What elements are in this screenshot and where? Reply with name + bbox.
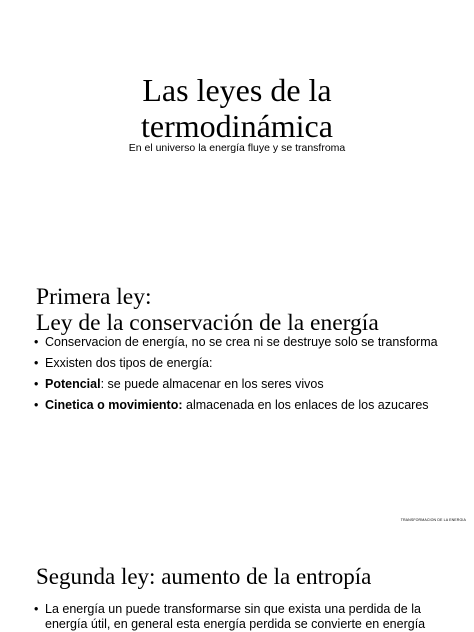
bullet-text: almacenada en los enlaces de los azucares: [182, 398, 429, 412]
slide-primera-ley: [0, 262, 474, 530]
bullet-dot: •: [34, 335, 39, 349]
bullet-dot: •: [34, 602, 39, 616]
bullet-bold-term: Potencial: [45, 377, 101, 391]
slide-title: [0, 0, 474, 262]
bullet-item: [34, 332, 438, 353]
slide-segunda-ley: [0, 530, 474, 632]
presentation-title: [0, 72, 474, 144]
bullet-item: [34, 374, 438, 395]
bullet-dot: •: [34, 398, 39, 412]
bullet-item: [34, 395, 438, 416]
title-line-1: Las leyes de la: [142, 72, 332, 108]
image-caption: TRANSFORMACION DE LA ENERGIA: [400, 518, 466, 522]
bullet-list: [34, 602, 435, 632]
bullet-text: : se puede almacenar en los seres vivos: [100, 377, 324, 391]
heading-line-1: Primera ley:: [36, 284, 152, 310]
bullet-item: [34, 602, 435, 632]
bullet-item: [34, 353, 438, 374]
bullet-text: Exxisten dos tipos de energía:: [45, 356, 213, 370]
bullet-text: La energía un puede transformarse sin que exista una perdida de la energía útil, en general esta energía perdida se convierte en energía: [45, 602, 426, 631]
presentation-subtitle: En el universo la energía fluye y se transfroma: [128, 142, 346, 154]
bullet-text: Conservacion de energía, no se crea ni se destruye solo se transforma: [45, 335, 438, 349]
bullet-bold-term: Cinetica o movimiento:: [45, 398, 183, 412]
slide-heading: Segunda ley: aumento de la entropía: [36, 564, 372, 589]
title-line-2: termodinámica: [141, 108, 333, 144]
bullet-list: [34, 332, 438, 416]
heading-line-2: Ley de la conservación de la energía: [36, 310, 379, 336]
slide-heading: [36, 284, 379, 336]
bullet-dot: •: [34, 377, 39, 391]
bullet-dot: •: [34, 356, 39, 370]
